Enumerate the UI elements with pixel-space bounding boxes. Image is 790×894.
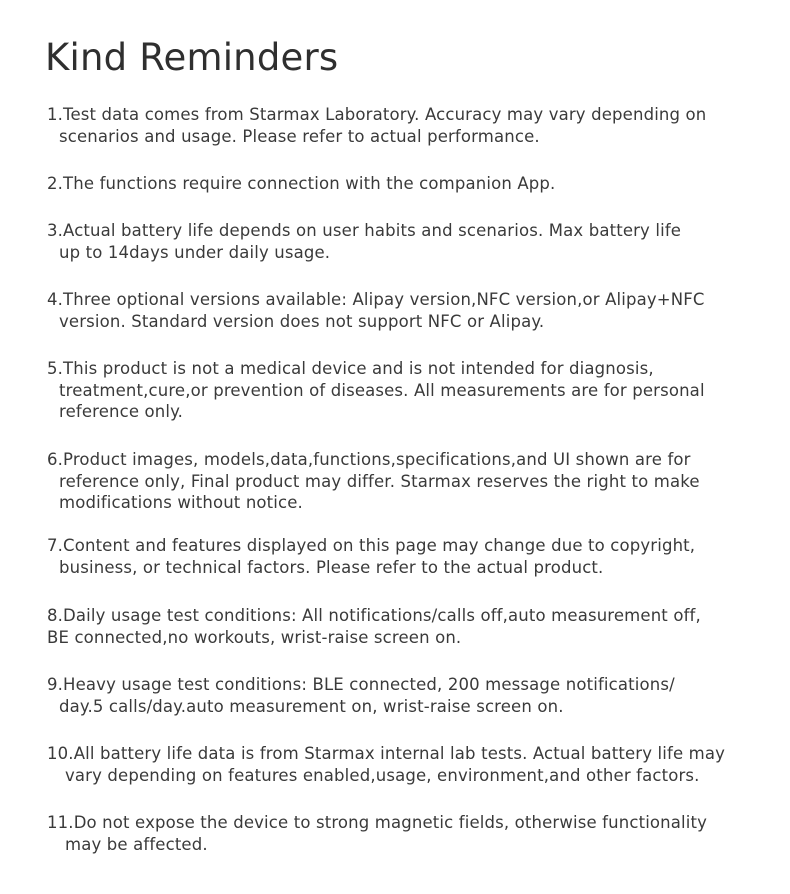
reminder-item-7 (47, 535, 695, 578)
reminder-item-5-line-3: reference only. (59, 402, 184, 421)
reminder-item-6-line-3: modifications without notice. (59, 493, 303, 512)
reminder-item-1-line-1: 1.Test data comes from Starmax Laboratory. Accuracy may vary depending on (47, 105, 707, 124)
page-title: Kind Reminders (45, 36, 339, 79)
reminder-item-6 (47, 449, 700, 514)
reminder-item-5 (47, 358, 705, 423)
reminder-item-8-line-2: BE connected,no workouts, wrist-raise screen on. (47, 627, 462, 647)
reminder-item-9 (47, 674, 675, 717)
reminder-item-5-line-1: 5.This product is not a medical device and is not intended for diagnosis, (47, 359, 654, 378)
reminder-item-5-line-2: treatment,cure,or prevention of diseases. All measurements are for personal (59, 380, 705, 400)
reminder-item-6-line-1: 6.Product images, models,data,functions,specifications,and UI shown are for (47, 450, 691, 469)
reminder-item-8 (47, 605, 701, 648)
reminder-item-3-line-1: 3.Actual battery life depends on user habits and scenarios. Max battery life (47, 221, 682, 240)
reminder-item-4 (47, 289, 705, 332)
reminder-item-9-line-2: day.5 calls/day.auto measurement on, wrist-raise screen on. (59, 696, 564, 716)
reminder-item-1-line-2: scenarios and usage. Please refer to actual performance. (59, 126, 540, 146)
reminder-item-4-line-1: 4.Three optional versions available: Alipay version,NFC version,or Alipay+NFC (47, 290, 705, 309)
reminder-item-9-line-1: 9.Heavy usage test conditions: BLE connected, 200 message notifications/ (47, 675, 675, 694)
reminder-item-3-line-2: up to 14days under daily usage. (59, 242, 331, 262)
reminder-item-11-line-2: may be affected. (65, 834, 208, 854)
reminder-item-6-line-2: reference only, Final product may differ. Starmax reserves the right to make (59, 471, 700, 491)
reminder-item-10-line-1: 10.All battery life data is from Starmax internal lab tests. Actual battery life may (47, 744, 726, 763)
reminder-item-7-line-1: 7.Content and features displayed on this page may change due to copyright, (47, 536, 696, 555)
reminder-item-10-line-2: vary depending on features enabled,usage, environment,and other factors. (65, 765, 700, 785)
reminder-item-10 (47, 743, 725, 786)
reminder-item-2-line-1: 2.The functions require connection with the companion App. (47, 174, 556, 193)
reminder-item-8-line-1: 8.Daily usage test conditions: All notifications/calls off,auto measurement off, (47, 606, 701, 625)
reminder-item-1 (47, 104, 706, 147)
reminder-item-11-line-1: 11.Do not expose the device to strong magnetic fields, otherwise functionality (47, 813, 708, 832)
reminder-item-7-line-2: business, or technical factors. Please refer to the actual product. (59, 557, 604, 577)
reminder-item-3 (47, 220, 681, 263)
reminder-item-11 (47, 812, 707, 855)
reminder-item-4-line-2: version. Standard version does not support NFC or Alipay. (59, 311, 545, 331)
reminder-item-2 (47, 173, 555, 195)
